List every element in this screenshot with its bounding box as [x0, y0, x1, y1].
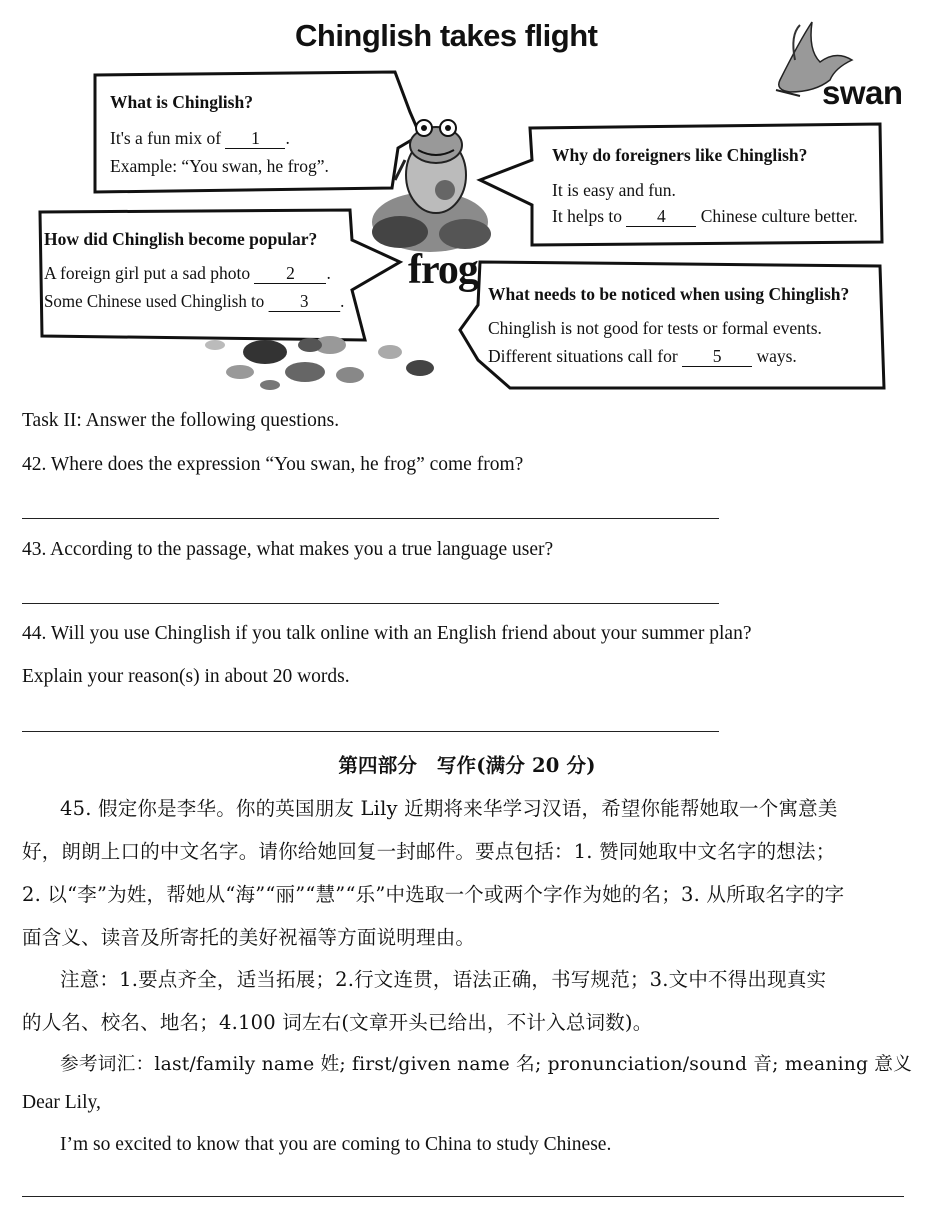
prompt-45-line3: 2. 以“李”为姓，帮她从“海”“丽”“慧”“乐”中选取一个或两个字作为她的名；3. 从所取名字的字: [22, 883, 845, 906]
blank-2: 2: [254, 265, 326, 284]
prompt-45-line2: 好，朗朗上口的中文名字。请你给她回复一封邮件。要点包括：1. 赞同她取中文名字的想法；: [22, 840, 836, 863]
mind-map: [0, 0, 934, 400]
answer-line-44[interactable]: [22, 731, 719, 732]
box4-line1: Chinglish is not good for tests or formal events.: [488, 318, 822, 338]
question-42: 42. Where does the expression “You swan, he frog” come from?: [22, 454, 524, 475]
frog-illustration: [372, 120, 491, 252]
blank-4: 4: [626, 208, 696, 227]
answer-line-43[interactable]: [22, 603, 719, 604]
question-43: 43. According to the passage, what makes you a true language user?: [22, 539, 554, 560]
prompt-45-line4: 面含义、读音及所寄托的美好祝福等方面说明理由。: [22, 926, 476, 949]
blank-1: 1: [225, 130, 285, 149]
box2-line2-prefix: It helps to: [552, 206, 622, 226]
question-44-line1: 44. Will you use Chinglish if you talk online with an English friend about your summer plan?: [22, 623, 752, 644]
box1-line2: Example: “You swan, he frog”.: [110, 156, 329, 176]
mind-map-drawing: [0, 0, 934, 400]
frog-label: frog: [408, 247, 478, 293]
question-44-line2: Explain your reason(s) in about 20 words.: [22, 666, 350, 687]
note-line2: 的人名、校名、地名；4.100 词左右(文章开头已给出，不计入总词数)。: [22, 1011, 653, 1034]
prompt-45-line1: 45. 假定你是李华。你的英国朋友 Lily 近期将来华学习汉语，希望你能帮她取一个寓意美: [60, 797, 838, 820]
task2-heading: Task II: Answer the following questions.: [22, 410, 340, 431]
box2-line1: It is easy and fun.: [552, 180, 676, 200]
box3-line2-suffix: .: [340, 291, 345, 311]
swan-label: swan: [822, 74, 903, 111]
box4-line2-suffix: ways.: [756, 346, 797, 366]
box4-question: What needs to be noticed when using Chinglish?: [488, 284, 850, 304]
letter-salutation: Dear Lily,: [22, 1092, 101, 1113]
box1-question: What is Chinglish?: [110, 92, 253, 112]
box3-line1-prefix: A foreign girl put a sad photo: [44, 263, 251, 283]
box1-line1-suffix: .: [285, 128, 290, 148]
box4-line2: [488, 346, 797, 367]
box3-question: How did Chinglish become popular?: [44, 229, 318, 249]
lily-pads-illustration: [205, 336, 434, 390]
box4-line2-prefix: Different situations call for: [488, 346, 678, 366]
letter-opening: I’m so excited to know that you are coming to China to study Chinese.: [60, 1134, 612, 1155]
note-line1: 注意：1.要点齐全，适当拓展；2.行文连贯，语法正确，书写规范；3.文中不得出现真实: [60, 968, 827, 991]
letter-writing-line[interactable]: [22, 1196, 904, 1197]
writing-section-heading: 第四部分 写作(满分 20 分): [338, 754, 596, 777]
box3-line2: [44, 291, 344, 312]
box2-question: Why do foreigners like Chinglish?: [552, 145, 808, 165]
box1-line1: [110, 128, 290, 149]
box3-line1-suffix: .: [326, 263, 331, 283]
box3-line2-prefix: Some Chinese used Chinglish to: [44, 291, 265, 311]
mind-map-title: Chinglish takes flight: [295, 18, 598, 53]
answer-line-42[interactable]: [22, 518, 719, 519]
blank-5: 5: [682, 348, 752, 367]
box2-line2-suffix: Chinese culture better.: [700, 206, 858, 226]
box1-line1-prefix: It's a fun mix of: [110, 128, 222, 148]
vocab-reference: 参考词汇：last/family name 姓; first/given name 名; pronunciation/sound 音; meaning 意义: [60, 1054, 913, 1075]
box2-line2: [552, 206, 858, 227]
blank-3: 3: [268, 293, 340, 312]
box3-line1: [44, 263, 331, 284]
